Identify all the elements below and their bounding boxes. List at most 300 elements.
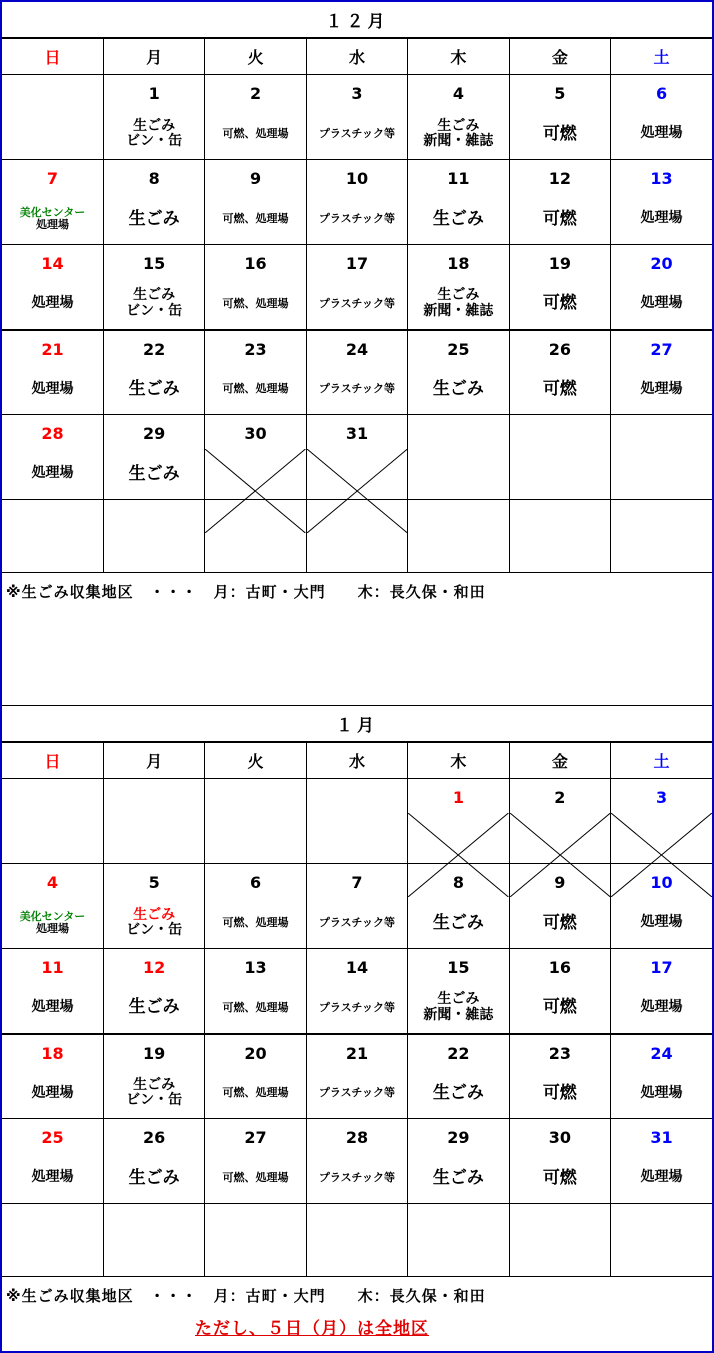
day-cell [611,245,712,330]
collection-items [2,1155,103,1201]
day-cell [611,1034,712,1119]
collection-items [611,281,712,327]
day-number: 18 [41,1043,64,1063]
collection-type: ビン・缶 [126,133,183,149]
collection-type: 生ごみ [128,208,180,229]
collection-type: 生ごみ [128,997,180,1018]
collection-items [104,451,204,497]
day-cell [103,245,204,330]
collection-items [307,281,407,327]
collection-type: プラスチック等 [318,1170,396,1184]
day-cell [509,330,610,415]
collection-type: 処理場 [35,218,69,231]
day-number: 21 [41,339,64,359]
collection-type: 処理場 [31,380,74,397]
day-cell [205,245,306,330]
day-number: 20 [650,254,673,273]
day-cell [2,1034,103,1119]
collection-area-note: ※生ごみ収集地区 ・・・ 月：古町・大門 木：長久保・和田 [6,1287,486,1305]
collection-type: プラスチック等 [318,296,396,310]
day-cell [306,330,407,415]
day-number: 14 [345,958,369,977]
collection-items [408,1155,508,1201]
day-number: 31 [650,1128,673,1147]
week-row [2,160,712,245]
collection-type: ビン・缶 [126,922,183,938]
collection-type: 処理場 [35,922,69,935]
collection-items [2,451,103,497]
day-cell [408,949,509,1034]
day-number: 30 [548,1128,571,1147]
day-cell [306,779,407,864]
collection-items [408,196,508,242]
weekday-header: 金 [509,743,610,779]
day-number: 19 [548,254,571,273]
empty-cell [611,500,712,573]
week-row [2,949,712,1034]
collection-items [611,196,712,242]
day-cell [103,75,204,160]
day-number: 28 [345,1128,369,1147]
collection-items [205,1155,305,1201]
calendar-grid [2,742,712,1277]
collection-type: 可燃 [542,208,577,229]
collection-type: 可燃 [542,1082,577,1103]
day-cell [205,864,306,949]
day-number: 16 [244,254,267,273]
collection-type: 生ごみ [432,378,484,399]
day-cell [2,75,103,160]
day-cell [408,1119,509,1204]
day-cell [205,1119,306,1204]
day-number: 21 [345,1043,369,1063]
day-number: 1 [148,84,160,103]
day-number: 15 [143,254,166,273]
collection-items [510,281,610,327]
day-number: 6 [655,84,668,103]
week-row [2,1034,712,1119]
empty-cell [611,1204,712,1277]
day-number: 11 [41,958,64,977]
day-cell [509,75,610,160]
day-number: 25 [447,339,470,359]
collection-items [104,1155,204,1201]
empty-week-row [2,500,712,573]
day-cell [103,864,204,949]
day-cell [509,1034,610,1119]
collection-type: 美化センター [19,909,86,923]
collection-type: 生ごみ [128,378,180,399]
day-number: 27 [650,339,673,359]
week-row [2,75,712,160]
collection-type: 可燃 [542,997,577,1018]
day-cell [103,330,204,415]
day-number: 8 [452,873,464,892]
day-cell [509,160,610,245]
collection-type: 生ごみ [432,912,484,933]
collection-type: プラスチック等 [318,1000,396,1014]
collection-items [104,281,204,327]
empty-cell [205,1204,306,1277]
collection-type: 生ごみ [437,287,480,304]
day-number: 23 [244,339,267,359]
empty-cell [306,1204,407,1277]
collection-items [104,196,204,242]
day-number: 1 [452,788,464,807]
collection-type: 生ごみ [432,208,484,229]
day-number: 31 [345,424,369,443]
day-number: 9 [554,873,566,892]
collection-type: 生ごみ [133,1076,176,1093]
collection-type: 処理場 [640,1084,683,1101]
collection-items [307,111,407,157]
day-number: 10 [650,873,673,892]
collection-items [2,367,103,413]
weekday-header: 水 [306,39,407,75]
day-cell [408,415,509,500]
day-cell [2,1119,103,1204]
collection-items [611,111,712,157]
collection-type: 生ごみ [437,117,480,134]
day-cell [509,779,610,864]
day-number: 13 [650,169,673,188]
collection-type: 可燃、処理場 [222,211,289,225]
day-cell [408,75,509,160]
collection-type: 可燃 [542,378,577,399]
collection-type: 可燃、処理場 [222,1086,289,1100]
collection-type: 処理場 [31,465,74,482]
collection-items [408,111,508,157]
day-cell [2,779,103,864]
empty-cell [103,500,204,573]
day-number: 12 [548,169,571,188]
day-number: 26 [548,339,571,359]
day-cell [2,330,103,415]
collection-items [307,900,407,946]
empty-cell [306,500,407,573]
collection-type: ビン・缶 [126,1092,183,1109]
weekday-header-row [2,39,712,75]
day-cell [306,1119,407,1204]
collection-items [2,985,103,1031]
collection-type: 美化センター [19,205,86,219]
week-row [2,864,712,949]
day-cell [103,779,204,864]
collection-type: 生ごみ [128,463,180,484]
week-row [2,330,712,415]
day-number: 11 [447,169,470,188]
day-cell [205,415,306,500]
week-row [2,1119,712,1204]
day-number: 19 [143,1043,166,1063]
collection-type: 新聞・雑誌 [423,133,494,149]
day-cell [611,864,712,949]
collection-items [307,367,407,413]
day-number: 26 [143,1128,166,1147]
collection-items [104,111,204,157]
day-number: 3 [351,84,363,103]
weekday-header: 木 [408,743,509,779]
day-cell [611,949,712,1034]
collection-items [205,1071,305,1117]
collection-type: プラスチック等 [318,126,396,140]
collection-items [307,1155,407,1201]
collection-type: ビン・缶 [126,302,183,319]
day-number: 24 [345,339,369,359]
collection-type: 可燃 [542,123,577,144]
week-row [2,779,712,864]
day-cell [103,949,204,1034]
weekday-header: 月 [103,39,204,75]
month-title: １月 [2,706,712,742]
day-cell [2,949,103,1034]
empty-cell [2,500,103,573]
day-cell [205,75,306,160]
day-cell [408,779,509,864]
day-cell [306,1034,407,1119]
collection-type: 可燃 [542,1167,577,1188]
collection-items [408,281,508,327]
weekday-header: 土 [611,39,712,75]
collection-items [307,1071,407,1117]
day-cell [509,1119,610,1204]
collection-items [2,281,103,327]
collection-type: 生ごみ [437,991,480,1008]
collection-type: 可燃、処理場 [222,296,289,310]
weekday-header: 火 [205,743,306,779]
collection-items [307,196,407,242]
collection-area-note: ※生ごみ収集地区 ・・・ 月：古町・大門 木：長久保・和田 [6,583,486,601]
collection-type: 処理場 [31,1084,74,1101]
collection-type: 処理場 [31,295,74,312]
day-cell [611,779,712,864]
collection-items [2,196,103,242]
day-number: 9 [249,169,262,188]
day-cell [611,160,712,245]
day-number: 7 [351,873,363,892]
collection-items [510,111,610,157]
day-number: 13 [244,958,267,977]
collection-items [205,367,305,413]
collection-items [104,1071,204,1117]
week-row [2,415,712,500]
week-row [2,245,712,330]
collection-type: 処理場 [640,125,683,142]
day-cell [205,779,306,864]
collection-type: 新聞・雑誌 [423,1006,494,1023]
day-number: 4 [452,84,464,103]
day-cell [2,415,103,500]
empty-cell [2,1204,103,1277]
day-number: 8 [148,169,160,188]
collection-type: 生ごみ [133,117,176,134]
day-cell [205,1034,306,1119]
collection-items [104,367,204,413]
day-number: 29 [143,424,166,443]
collection-type: 処理場 [640,210,683,227]
day-cell [306,160,407,245]
day-number: 3 [655,788,668,807]
weekday-header: 日 [2,39,103,75]
exception-warning: ただし、５日（月）は全地区 [195,1319,429,1339]
day-cell [2,864,103,949]
calendar-january [2,705,712,1351]
day-number: 28 [41,424,64,443]
day-cell [306,245,407,330]
day-number: 5 [554,84,566,103]
day-number: 16 [548,958,571,977]
day-number: 22 [143,339,166,359]
day-cell [408,160,509,245]
collection-items [2,1071,103,1117]
weekday-header: 金 [509,39,610,75]
empty-cell [509,1204,610,1277]
collection-items [104,900,204,946]
collection-items [2,900,103,946]
day-number: 4 [46,873,59,892]
day-cell [103,160,204,245]
collection-type: 可燃、処理場 [222,126,289,140]
day-number: 5 [148,873,160,892]
collection-items [611,900,712,946]
collection-type: 生ごみ [432,1167,484,1188]
day-number: 18 [447,254,470,273]
day-number: 14 [41,254,64,273]
weekday-header: 日 [2,743,103,779]
day-number: 30 [244,424,267,443]
collection-type: 処理場 [640,380,683,397]
collection-items [307,985,407,1031]
day-cell [408,1034,509,1119]
collection-items [611,1071,712,1117]
day-number: 29 [447,1128,470,1147]
collection-items [611,367,712,413]
empty-cell [205,500,306,573]
collection-type: 可燃、処理場 [222,1000,289,1014]
collection-type: 可燃、処理場 [222,915,289,929]
day-number: 24 [650,1043,673,1063]
day-number: 17 [650,958,673,977]
collection-type: プラスチック等 [318,1086,396,1100]
collection-type: 生ごみ [128,1167,180,1188]
day-cell [509,245,610,330]
collection-type: 可燃 [542,912,577,933]
collection-type: 処理場 [640,295,683,312]
empty-cell [509,500,610,573]
day-number: 2 [249,84,262,103]
weekday-header-row [2,743,712,779]
collection-type: 生ごみ [133,287,176,304]
collection-type: 処理場 [31,1169,74,1186]
collection-items [611,985,712,1031]
day-cell [103,415,204,500]
day-cell [509,949,610,1034]
day-cell [306,415,407,500]
collection-items [408,985,508,1031]
empty-cell [103,1204,204,1277]
day-cell [306,75,407,160]
day-number: 23 [548,1043,571,1063]
collection-items [408,367,508,413]
collection-type: 新聞・雑誌 [423,302,494,319]
day-cell [205,330,306,415]
weekday-header: 土 [611,743,712,779]
collection-items [510,985,610,1031]
day-number: 15 [447,958,470,977]
day-cell [306,949,407,1034]
empty-cell [408,500,509,573]
collection-items [510,900,610,946]
day-cell [611,75,712,160]
day-number: 6 [249,873,262,892]
day-cell [205,949,306,1034]
collection-items [205,111,305,157]
day-number: 25 [41,1128,64,1147]
collection-items [104,985,204,1031]
collection-items [408,1071,508,1117]
day-cell [611,415,712,500]
day-cell [2,160,103,245]
day-number: 20 [244,1043,267,1063]
weekday-header: 火 [205,39,306,75]
day-cell [611,330,712,415]
collection-type: 生ごみ [432,1082,484,1103]
day-cell [408,330,509,415]
day-number: 27 [244,1128,267,1147]
day-cell [2,245,103,330]
calendar-december [2,2,712,705]
collection-type: 可燃 [542,293,577,314]
collection-items [510,367,610,413]
collection-type: 処理場 [640,914,683,931]
day-number: 17 [345,254,369,273]
collection-type: プラスチック等 [318,211,396,225]
collection-items [510,1071,610,1117]
collection-items [510,1155,610,1201]
collection-type: 可燃、処理場 [222,382,289,396]
collection-type: 処理場 [31,999,74,1016]
day-number: 12 [143,958,166,977]
collection-type: 処理場 [640,1169,683,1186]
collection-type: 生ごみ [133,906,176,923]
day-cell [103,1119,204,1204]
month-title: １２月 [2,2,712,38]
day-cell [205,160,306,245]
day-number: 7 [46,169,59,188]
day-number: 2 [554,788,566,807]
calendar-grid [2,38,712,573]
collection-type: 可燃、処理場 [222,1170,289,1184]
weekday-header: 月 [103,743,204,779]
collection-type: プラスチック等 [318,382,396,396]
collection-type: プラスチック等 [318,915,396,929]
day-cell [509,864,610,949]
day-cell [408,864,509,949]
day-cell [611,1119,712,1204]
collection-items [205,196,305,242]
empty-week-row [2,1204,712,1277]
day-number: 22 [447,1043,470,1063]
day-cell [408,245,509,330]
day-cell [509,415,610,500]
collection-items [611,1155,712,1201]
day-number: 10 [345,169,369,188]
collection-items [510,196,610,242]
collection-items [408,900,508,946]
collection-items [205,281,305,327]
day-cell [103,1034,204,1119]
collection-type: 処理場 [640,999,683,1016]
